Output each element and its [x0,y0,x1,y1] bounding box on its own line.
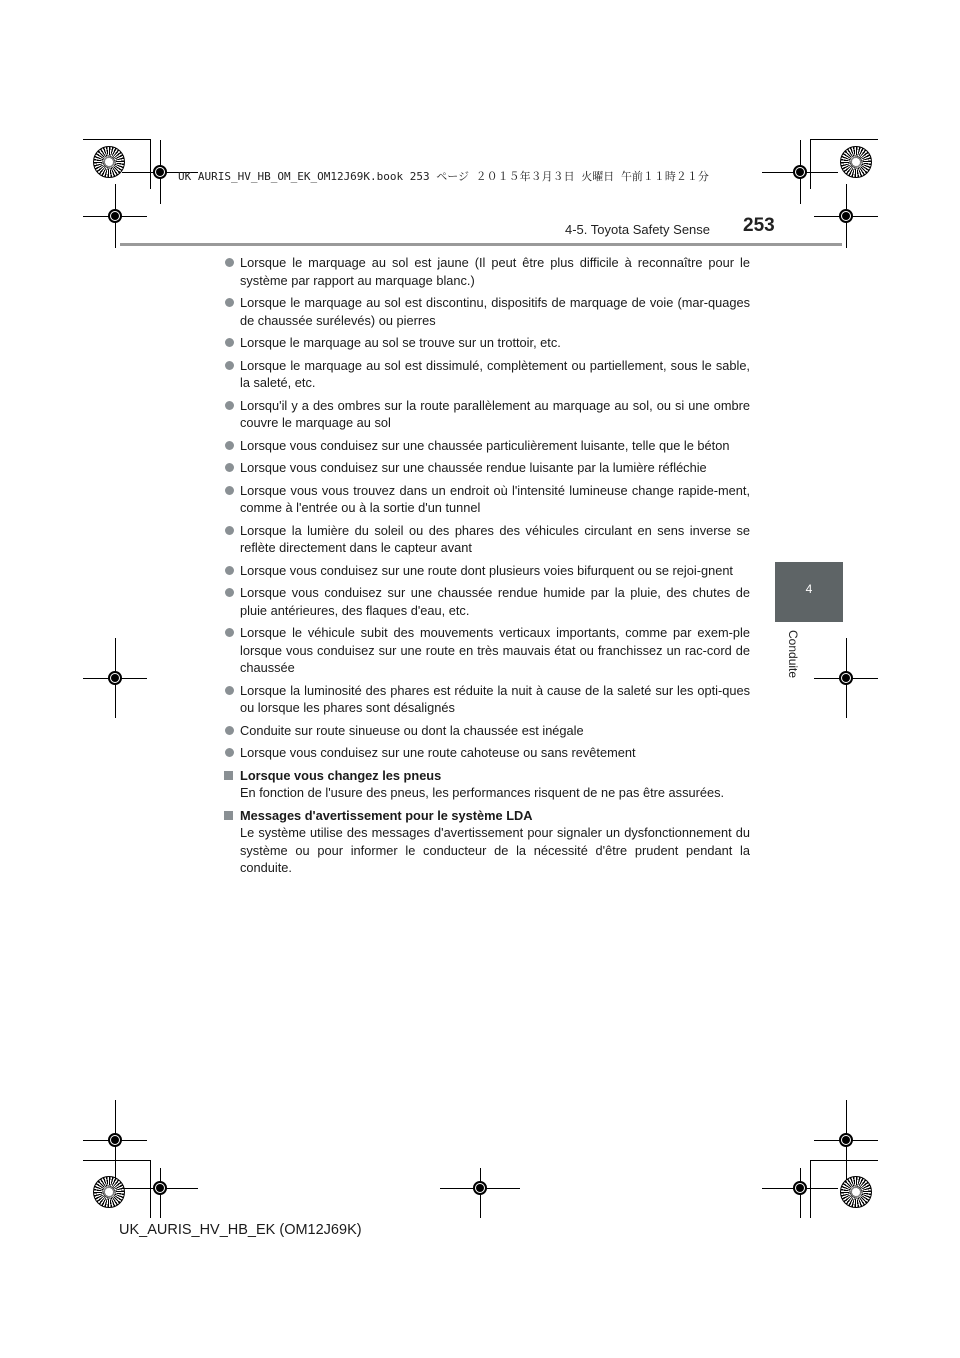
crop-line [83,1160,151,1161]
rosette-icon [840,1176,872,1208]
list-item: Lorsque le marquage au sol est dissimulé, complètement ou partiellement, sous le sable, la saleté, etc. [223,357,750,392]
bullet-icon [225,258,234,267]
document-code: UK_AURIS_HV_HB_EK (OM12J69K) [119,1222,362,1238]
bullet-icon [225,401,234,410]
bullet-icon [225,361,234,370]
chapter-tab [775,562,843,622]
bullet-icon [225,748,234,757]
list-item: Conduite sur route sinueuse ou dont la chaussée est inégale [223,722,750,740]
crop-line [810,1160,811,1218]
bullet-icon [225,486,234,495]
crop-line [810,1160,878,1161]
list-item: Lorsque vous vous trouvez dans un endroit où l'intensité lumineuse change rapide-ment, comme à l'entrée ou à la sortie d'un tunnel [223,482,750,517]
bullet-icon [225,628,234,637]
page-number: 253 [743,215,775,236]
list-item: Lorsque le marquage au sol se trouve sur un trottoir, etc. [223,334,750,352]
list-item: Lorsque vous conduisez sur une route dont plusieurs voies bifurquent ou se rejoi-gnent [223,562,750,580]
section-title: 4-5. Toyota Safety Sense [565,222,711,237]
rosette-icon [840,146,872,178]
header-rule [120,243,842,246]
square-bullet-icon [224,771,233,780]
list-item: Lorsque la luminosité des phares est réduite la nuit à cause de la saleté sur les opti-ques ou lorsque les phares sont désalignés [223,682,750,717]
section-heading: Lorsque vous changez les pneus [240,767,442,783]
chapter-label: Conduite [786,630,800,679]
bullet-icon [225,338,234,347]
crop-line [83,139,151,140]
list-item: Lorsque la lumière du soleil ou des phares des véhicules circulant en sens inverse se reflète directement dans le capteur avant [223,522,750,557]
crop-line [150,1160,151,1218]
bullet-icon [225,463,234,472]
crop-line [810,139,811,189]
section-body: Le système utilise des messages d'avertissement pour signaler un dysfonctionnement du système ou pour informer le conducteur de la nécessité d'être prudent pendant la conduite. [240,825,750,875]
bullet-icon [225,526,234,535]
bullet-icon [225,686,234,695]
list-item: Lorsqu'il y a des ombres sur la route parallèlement au marquage au sol, ou si une ombre couvre le marquage au sol [223,397,750,432]
section-heading: Messages d'avertissement pour le système LDA [240,807,533,823]
square-bullet-icon [224,811,233,820]
bullet-icon [225,588,234,597]
list-item: Lorsque vous conduisez sur une chaussée particulièrement luisante, telle que le béton [223,437,750,455]
bullet-icon [225,298,234,307]
section-lda-warnings [223,807,750,877]
bullet-icon [225,566,234,575]
main-content [223,254,750,882]
list-item: Lorsque vous conduisez sur une chaussée rendue humide par la pluie, des chutes de pluie antérieures, des flaques d'eau, etc. [223,584,750,619]
rosette-icon [93,1176,125,1208]
list-item: Lorsque vous conduisez sur une chaussée rendue luisante par la lumière réfléchie [223,459,750,477]
list-item: Lorsque le véhicule subit des mouvements verticaux importants, comme par exem-ple lorsque vous conduisez sur une route en très mauvais état ou franchissez un rac-cord de chaussée [223,624,750,677]
book-file-header: UK AURIS_HV_HB_OM_EK_OM12J69K.book 253 ページ ２０１５年３月３日 火曜日 午前１１時２１分 [178,170,709,183]
chapter-number: 4 [805,582,813,596]
section-tire-change [223,767,750,802]
crop-line [150,139,151,189]
list-item: Lorsque le marquage au sol est jaune (Il peut être plus difficile à reconnaître pour le système par rapport au marquage blanc.) [223,254,750,289]
section-body: En fonction de l'usure des pneus, les performances risquent de ne pas être assurées. [240,785,725,800]
bullet-icon [225,726,234,735]
list-item: Lorsque le marquage au sol est discontinu, dispositifs de marquage de voie (mar-quages de chaussée surélevés) ou pierres [223,294,750,329]
list-item: Lorsque vous conduisez sur une route cahoteuse ou sans revêtement [223,744,750,762]
rosette-icon [93,146,125,178]
bullet-icon [225,441,234,450]
crop-line [810,139,878,140]
